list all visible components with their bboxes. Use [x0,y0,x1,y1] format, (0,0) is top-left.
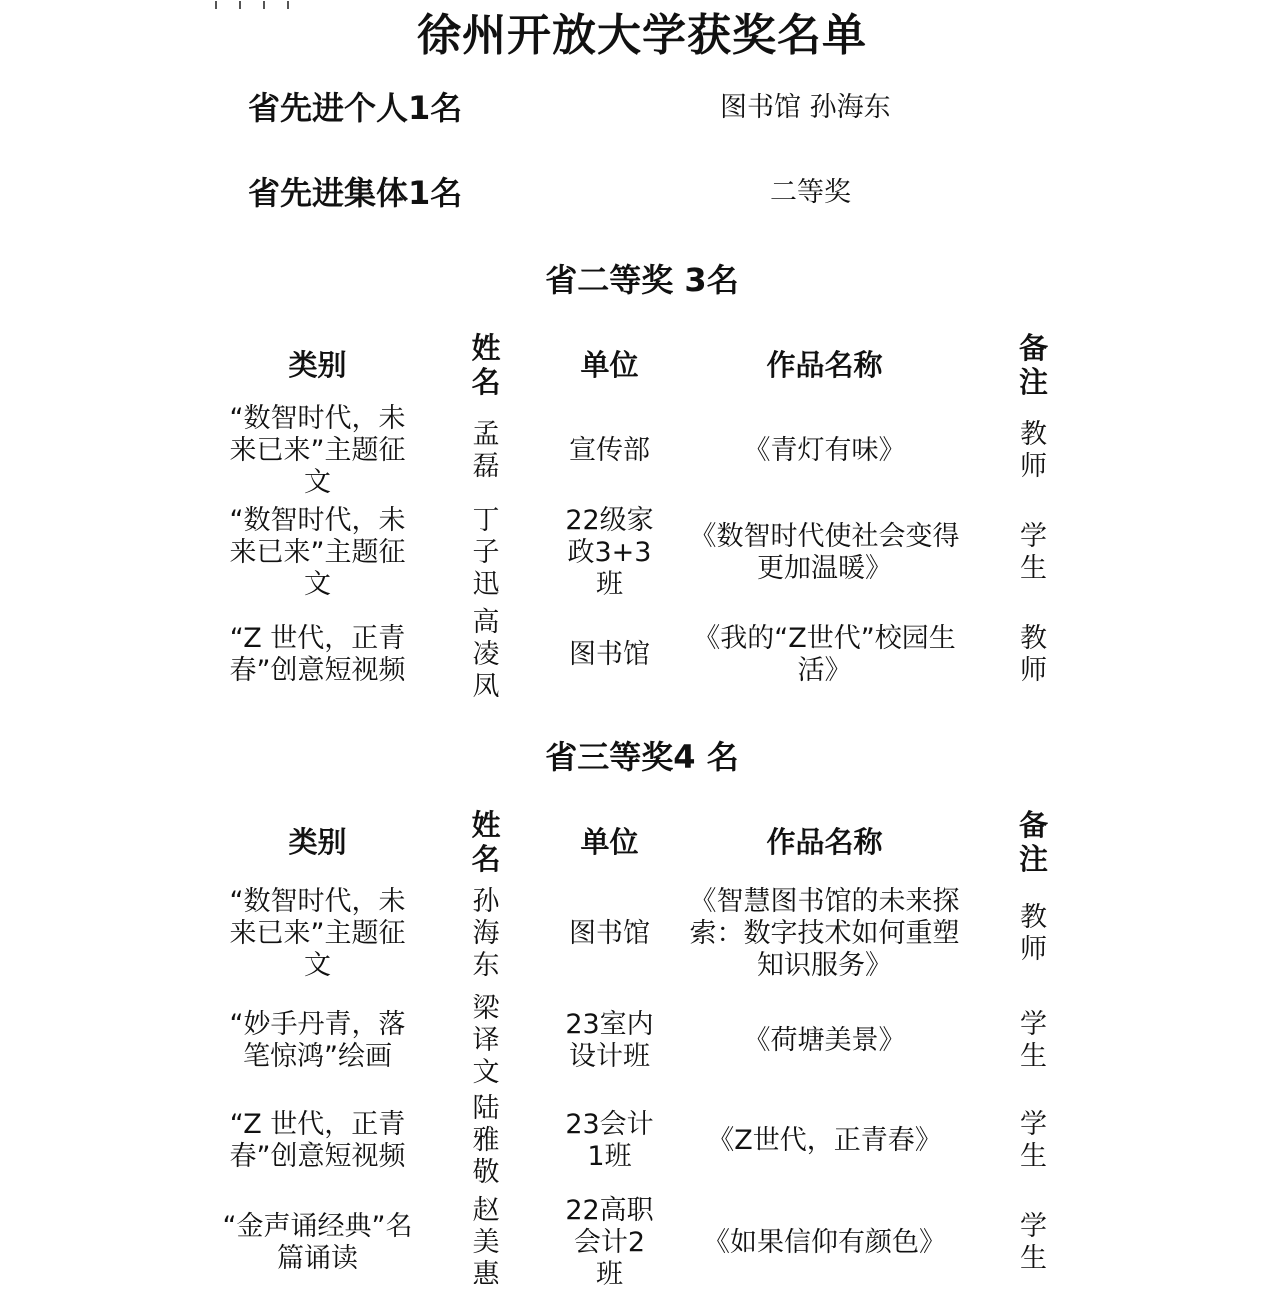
name-cell [425,607,547,703]
work-cell [672,886,977,982]
name-cell [425,419,547,483]
table-row [210,502,1090,604]
name-text: 陆雅敬 [472,1093,500,1188]
award-summary-value: 二等奖 [770,177,851,208]
category-text: “Z 世代，正青春”创意短视频 [229,623,406,686]
work-cell [672,623,977,687]
unit-cell [547,435,672,467]
header-unit [547,348,672,382]
note-text: 教师 [1020,419,1047,482]
header-text: 备注 [1018,808,1048,876]
name-text: 孟磊 [472,419,500,482]
note-text: 教师 [1020,902,1047,965]
work-text: 《我的“Z世代”校园生活》 [693,623,956,686]
header-text: 类别 [288,825,347,859]
unit-text: 22高职会计2班 [565,1195,654,1290]
document-title: 徐州开放大学获奖名单 [417,10,867,61]
unit-cell [547,505,672,601]
header-name [425,808,547,876]
header-text: 姓名 [471,331,501,399]
note-cell [977,521,1090,585]
cropped-text-fragment [215,0,335,4]
note-cell [977,902,1090,966]
header-text: 单位 [580,348,639,382]
award-summary-value: 图书馆 孙海东 [720,92,891,123]
category-cell [210,1109,425,1173]
note-text: 学生 [1020,521,1047,584]
table-row [210,991,1090,1091]
name-text: 孙海东 [472,886,500,981]
unit-text: 22级家政3+3班 [565,505,654,600]
work-cell [672,435,977,467]
work-text: 《如果信仰有颜色》 [703,1227,946,1258]
name-cell [425,1195,547,1291]
category-text: “金声诵经典”名篇诵读 [222,1211,413,1274]
work-cell [672,1025,977,1057]
category-cell [210,1211,425,1275]
work-text: 《荷塘美景》 [743,1025,906,1056]
work-text: 《Z世代，正青春》 [707,1125,942,1156]
name-cell [425,993,547,1089]
name-text: 梁译文 [472,993,500,1088]
award-summary-label: 省先进个人1名 [248,89,463,127]
table-row [210,1191,1090,1295]
header-text: 姓名 [471,808,501,876]
header-note [977,808,1090,876]
name-text: 赵美惠 [472,1195,500,1290]
note-cell [977,623,1090,687]
note-text: 学生 [1020,1211,1047,1274]
work-text: 《数智时代使社会变得更加温暖》 [689,521,960,584]
header-text: 作品名称 [766,348,883,382]
unit-cell [547,1109,672,1173]
header-text: 作品名称 [766,825,883,859]
category-cell [210,623,425,687]
table-row [210,604,1090,706]
note-cell [977,419,1090,483]
award-summary-collective [248,171,1048,215]
unit-cell [547,639,672,671]
category-text: “妙手丹青，落笔惊鸿”绘画 [229,1009,406,1072]
unit-cell [547,1195,672,1291]
note-cell [977,1211,1090,1275]
unit-text: 宣传部 [569,435,650,466]
unit-text: 图书馆 [569,639,650,670]
header-unit [547,825,672,859]
name-text: 丁子迅 [472,505,500,600]
table-row [210,1091,1090,1191]
header-text: 备注 [1018,331,1048,399]
name-cell [425,505,547,601]
unit-text: 图书馆 [569,918,650,949]
section-title-third-prize: 省三等奖4 名 [545,738,739,776]
table-row [210,400,1090,502]
category-text: “数智时代，未来已来”主题征文 [229,886,406,981]
header-work [672,348,977,382]
header-text: 类别 [288,348,347,382]
name-text: 高凌凤 [472,607,500,702]
table-header-row [210,807,1090,877]
header-note [977,331,1090,399]
header-name [425,331,547,399]
unit-cell [547,918,672,950]
section-title-second-prize: 省二等奖 3名 [545,261,739,299]
category-text: “数智时代，未来已来”主题征文 [229,403,406,498]
award-summary-label: 省先进集体1名 [248,174,463,212]
work-text: 《智慧图书馆的未来探索：数字技术如何重塑知识服务》 [689,886,960,981]
category-cell [210,1009,425,1073]
work-text: 《青灯有味》 [743,435,906,466]
header-text: 单位 [580,825,639,859]
name-cell [425,886,547,982]
work-cell [672,1125,977,1157]
award-summary-individual [248,86,1048,130]
category-cell [210,886,425,982]
table-row [210,877,1090,991]
note-text: 学生 [1020,1109,1047,1172]
category-cell [210,403,425,499]
note-text: 学生 [1020,1009,1047,1072]
unit-text: 23会计1班 [565,1109,654,1172]
second-prize-table [210,330,1090,706]
work-cell [672,521,977,585]
work-cell [672,1227,977,1259]
header-category [210,348,425,382]
category-text: “Z 世代，正青春”创意短视频 [229,1109,406,1172]
name-cell [425,1093,547,1189]
header-work [672,825,977,859]
category-text: “数智时代，未来已来”主题征文 [229,505,406,600]
note-cell [977,1009,1090,1073]
third-prize-table [210,807,1090,1295]
header-category [210,825,425,859]
note-cell [977,1109,1090,1173]
unit-text: 23室内设计班 [565,1009,654,1072]
note-text: 教师 [1020,623,1047,686]
table-header-row [210,330,1090,400]
unit-cell [547,1009,672,1073]
category-cell [210,505,425,601]
